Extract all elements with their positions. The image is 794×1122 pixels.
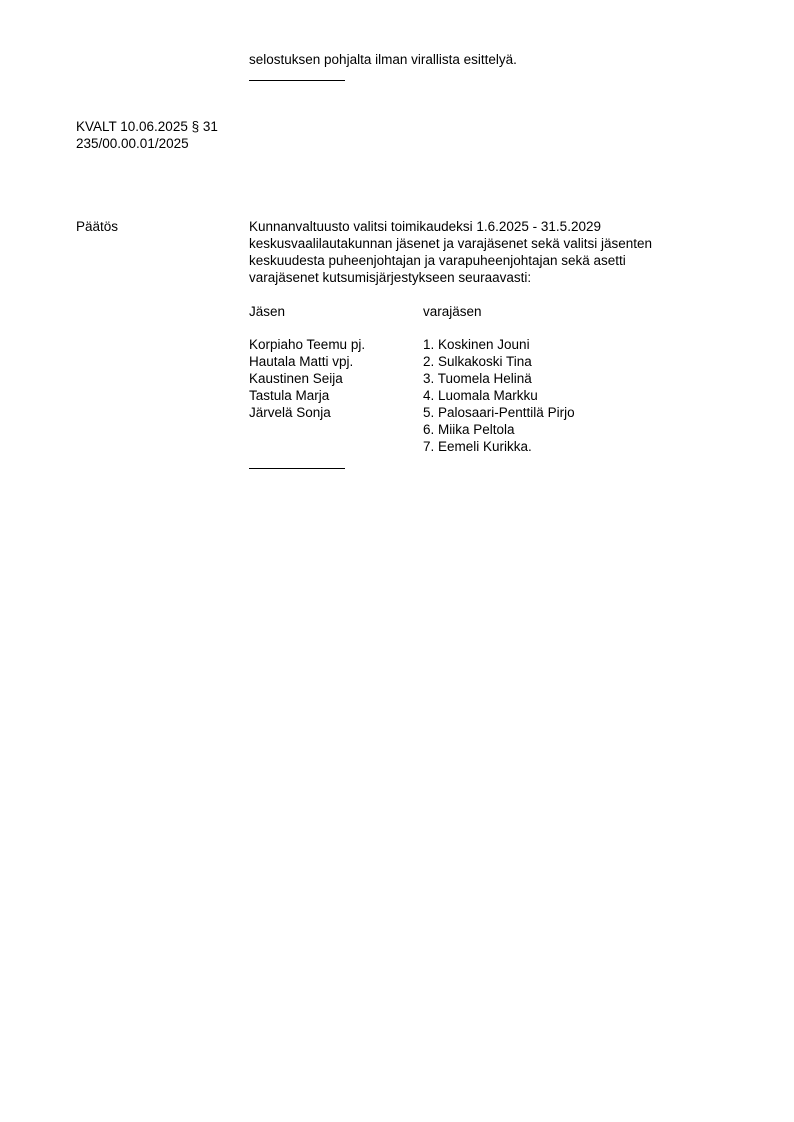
- decision-text: [249, 218, 709, 286]
- deputy-item: 7. Eemeli Kurikka.: [423, 439, 532, 454]
- deputy-item: 3. Tuomela Helinä: [423, 371, 532, 386]
- deputies-header: varajäsen: [423, 304, 482, 319]
- decision-line: keskusvaalilautakunnan jäsenet ja varajäsenet sekä valitsi jäsenten: [249, 236, 652, 251]
- deputy-item: 6. Miika Peltola: [423, 422, 515, 437]
- deputies-list: [423, 336, 575, 455]
- member-item: Kaustinen Seija: [249, 371, 343, 386]
- member-item: Korpiaho Teemu pj.: [249, 337, 366, 352]
- section-divider: [249, 80, 345, 81]
- deputy-item: 5. Palosaari-Penttilä Pirjo: [423, 405, 575, 420]
- section-divider: [249, 468, 345, 469]
- members-header: Jäsen: [249, 304, 286, 319]
- member-item: Järvelä Sonja: [249, 405, 331, 420]
- member-item: Tastula Marja: [249, 388, 330, 403]
- intro-line: selostuksen pohjalta ilman virallista esittelyä.: [249, 52, 517, 67]
- deputy-item: 1. Koskinen Jouni: [423, 337, 530, 352]
- members-list: [249, 336, 365, 421]
- decision-line: varajäsenet kutsumisjärjestykseen seuraavasti:: [249, 270, 532, 285]
- decision-line: Kunnanvaltuusto valitsi toimikaudeksi 1.6.2025 - 31.5.2029: [249, 219, 601, 234]
- meeting-reference: KVALT 10.06.2025 § 31: [76, 119, 218, 134]
- decision-line: keskuudesta puheenjohtajan ja varapuheenjohtajan sekä asetti: [249, 253, 626, 268]
- decision-label: Päätös: [76, 219, 119, 234]
- deputy-item: 2. Sulkakoski Tina: [423, 354, 532, 369]
- case-number: 235/00.00.01/2025: [76, 136, 189, 151]
- deputy-item: 4. Luomala Markku: [423, 388, 538, 403]
- member-item: Hautala Matti vpj.: [249, 354, 354, 369]
